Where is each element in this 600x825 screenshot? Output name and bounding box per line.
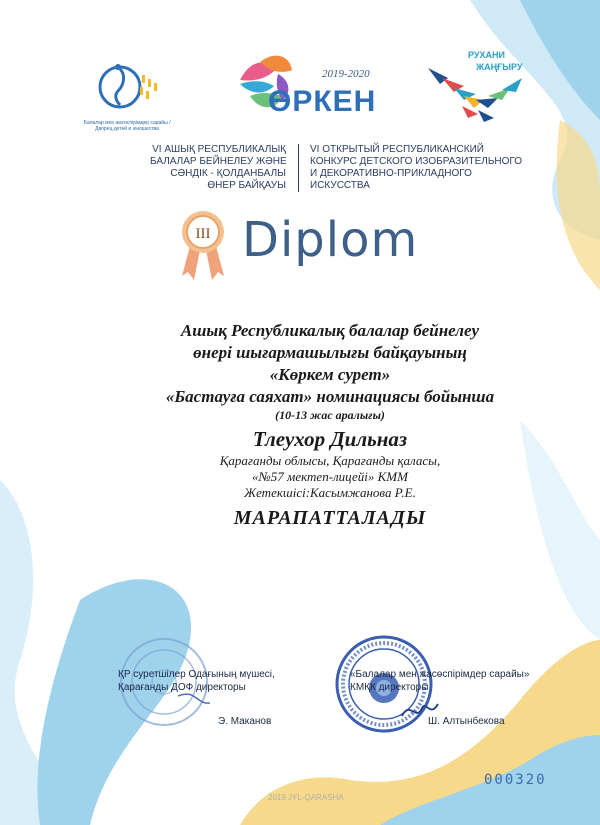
winner-region: Қарағанды облысы, Қарағанды қаласы, xyxy=(219,453,441,468)
event-ru-line: КОНКУРС ДЕТСКОГО ИЗОБРАЗИТЕЛЬНОГО xyxy=(310,156,523,167)
winner-school: «№57 мектеп-лицейі» КММ xyxy=(252,469,408,484)
right-signatory-line: КМҚК директоры xyxy=(350,682,429,693)
event-kz-line: БАЛАЛАР БЕЙНЕЛЕУ ЖӘНЕ xyxy=(150,156,287,167)
award-line: Ашық Республикалық балалар бейнелеу xyxy=(180,321,480,340)
event-title-kz xyxy=(150,144,286,192)
palace-emblem-icon xyxy=(82,55,172,115)
left-signatory-name: Э. Маканов xyxy=(218,716,272,727)
left-signatory-title xyxy=(118,668,275,694)
event-ru-line: ИСКУССТВА xyxy=(310,180,370,191)
event-kz-line: СӘНДІК - ҚОЛДАНБАЛЫ xyxy=(170,168,286,179)
rukhani-zhangyru-bird-icon xyxy=(418,48,548,128)
right-signatory-title xyxy=(350,668,529,694)
right-signatory-line: «Балалар мен жасөспірімдер сарайы» xyxy=(350,669,530,680)
palace-logo xyxy=(82,55,172,132)
right-signatory-name: Ш. Алтынбекова xyxy=(428,716,505,727)
event-ru-line: VI ОТКРЫТЫЙ РЕСПУБЛИКАНСКИЙ xyxy=(310,144,484,155)
nomination-title: «Көркем сурет» xyxy=(269,365,391,384)
event-ru-line: И ДЕКОРАТИВНО-ПРИКЛАДНОГО xyxy=(310,168,472,179)
competition-year: 2019-2020 xyxy=(322,68,370,80)
event-kz-line: ӨНЕР БАЙҚАУЫ xyxy=(207,180,286,191)
medal-icon xyxy=(180,210,226,282)
winner-name: Тлеухор Дильназ xyxy=(252,427,408,451)
event-title-ru xyxy=(310,144,530,192)
brand-title: ӨРКЕН xyxy=(268,85,377,118)
award-text xyxy=(80,320,580,531)
awarded-text: МАРАПАТТАЛАДЫ xyxy=(233,507,427,529)
award-line: өнері шығармашылығы байқауының xyxy=(193,343,467,362)
zhangyru-text: ЖАҢҒЫРУ xyxy=(476,62,523,72)
left-signatory-line: ҚР суретшілер Одағының мүшесі, xyxy=(118,669,275,680)
nomination-line: «Бастауға саяхат» номинациясы бойынша xyxy=(165,387,495,406)
mentor-name: Жетекшісі:Касымжанова Р.Е. xyxy=(244,485,416,500)
diploma-title: Diplom xyxy=(242,212,419,268)
left-signatory-line: Қарағанды ДОФ директоры xyxy=(118,682,246,693)
palace-logo-caption: Балалар мен жасөспірімдер сарайы / Дворец детей и юношества xyxy=(83,120,171,132)
printer-mark: 2019 JYL-QARASHA xyxy=(268,793,344,802)
age-range: (10-13 жас аралығы) xyxy=(275,408,385,422)
event-divider xyxy=(298,144,299,192)
medal-label: III xyxy=(195,226,211,242)
event-kz-line: VI АШЫҚ РЕСПУБЛИКАЛЫҚ xyxy=(152,144,286,155)
rukhani-text: РУХАНИ xyxy=(468,50,505,60)
serial-number: 000320 xyxy=(484,772,547,788)
